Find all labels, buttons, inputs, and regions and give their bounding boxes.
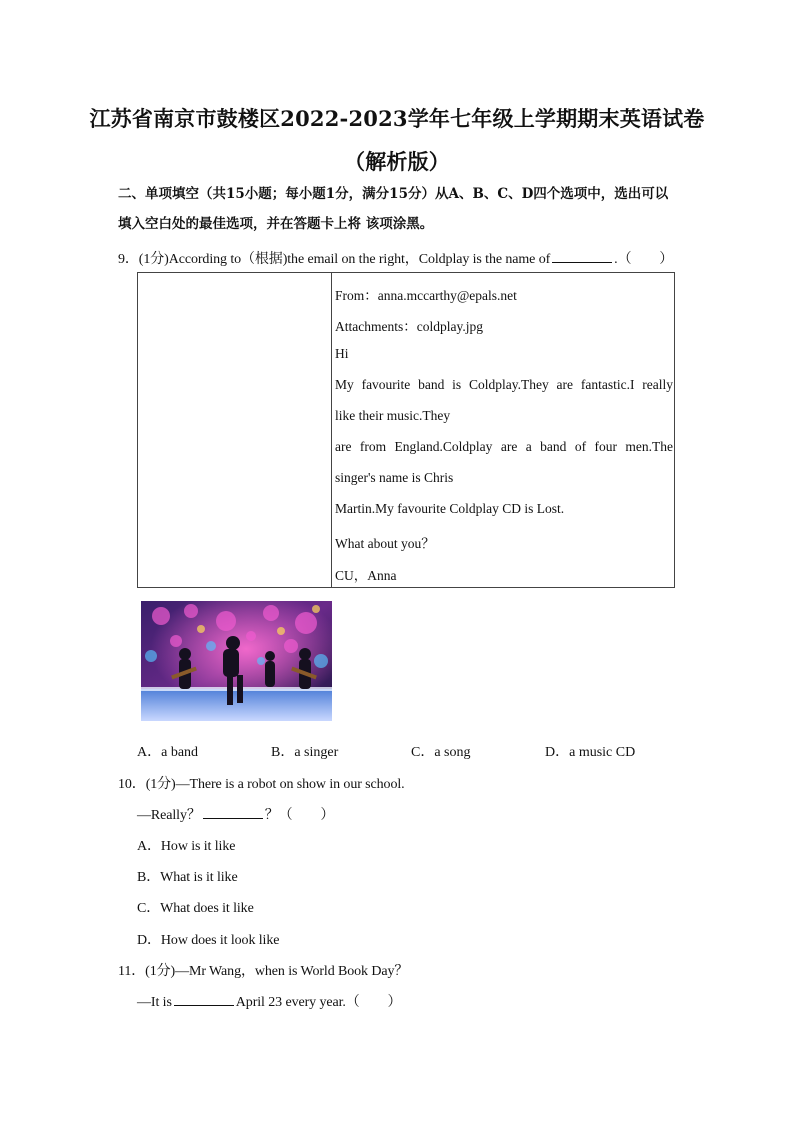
email-body-line: like their music.They	[335, 408, 451, 423]
option-c[interactable]: C．a song	[411, 745, 471, 760]
email-table	[137, 272, 675, 588]
answer-blank	[552, 249, 612, 263]
question-11-reply-rest: April 23 every year.（ ）	[235, 995, 402, 1010]
email-body-line: What about you？	[335, 536, 435, 551]
email-body-line: Martin.My favourite Coldplay CD is Lost.	[335, 501, 565, 516]
option-c[interactable]: C．What does it like	[137, 901, 254, 916]
email-body-line: My favourite band is Coldplay.They are fantastic.I really	[335, 377, 673, 392]
concert-illustration	[141, 601, 332, 721]
option-d[interactable]: D．a music CD	[545, 745, 636, 760]
question-10-bracket: ？（ ）	[264, 808, 335, 823]
question-11-reply	[137, 991, 401, 1011]
answer-blank	[174, 992, 234, 1006]
page-title: 江苏省南京市鼓楼区2022-2023学年七年级上学期期末英语试卷	[89, 106, 705, 131]
question-10-reply	[137, 804, 334, 824]
email-signature: CU，Anna	[335, 568, 397, 583]
option-b[interactable]: B．What is it like	[137, 870, 238, 885]
table-divider	[331, 273, 332, 587]
email-greeting: Hi	[335, 346, 349, 361]
option-a[interactable]: A．How is it like	[137, 839, 236, 854]
question-9-text: 9．(1分)According to（根据)the email on the right，Coldplay is the name of	[118, 252, 551, 267]
question-10-stem: 10．(1分)—There is a robot on show in our school.	[118, 777, 405, 792]
section-instructions: 二、单项填空（共15小题；每小题1分，满分15分）从A、B、C、D四个选项中，选出可以填入空白处的最佳选项，并在答题卡上将 该项涂黑。	[118, 186, 669, 232]
email-attachments: Attachments：coldplay.jpg	[335, 319, 483, 334]
question-11-stem: 11．(1分)—Mr Wang，when is World Book Day？	[118, 964, 409, 979]
question-10-reply-text: —Really？	[137, 808, 201, 823]
question-9-bracket: .（ ）	[614, 252, 674, 267]
email-from: From：anna.mccarthy@epals.net	[335, 288, 517, 303]
email-body-line: singer's name is Chris	[335, 470, 454, 485]
option-d[interactable]: D．How does it look like	[137, 933, 280, 948]
question-9-stem	[118, 248, 673, 268]
email-body-line: are from England.Coldplay are a band of four men.The	[335, 439, 673, 454]
option-b[interactable]: B．a singer	[271, 745, 339, 760]
question-11-reply-text: —It is	[137, 995, 172, 1010]
page-subtitle: （解析版）	[344, 149, 450, 174]
answer-blank	[203, 805, 263, 819]
band-concert-photo	[141, 601, 332, 721]
option-a[interactable]: A．a band	[137, 745, 199, 760]
